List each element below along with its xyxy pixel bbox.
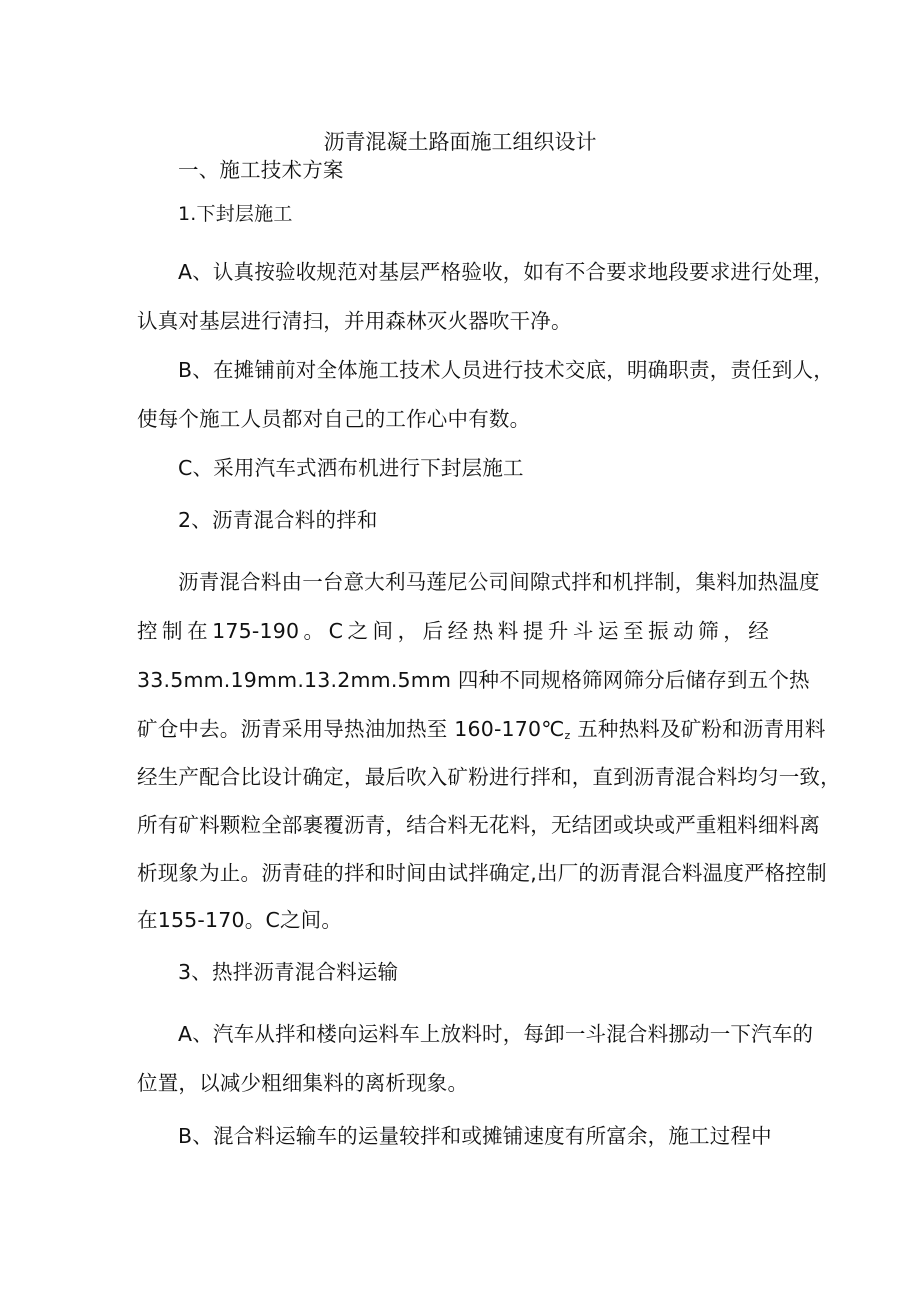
paragraph-mixing-line6: 所有矿料颗粒全部裹覆沥青，结合料无花料，无结团或块或严重粗料细料离: [137, 813, 821, 837]
document-title: 沥青混凝土路面施工组织设计: [323, 130, 597, 154]
paragraph-a3-line1: A、汽车从拌和楼向运料车上放料时，每卸一斗混合料挪动一下汽车的: [178, 1022, 814, 1046]
paragraph-mixing-line2: 控制在175-190。C之间，后经热料提升斗运至振动筛，经: [137, 619, 769, 643]
paragraph-a3-line2: 位置，以减少粗细集料的离析现象。: [137, 1071, 469, 1095]
subheading-transport: 3、热拌沥青混合料运输: [178, 960, 399, 984]
paragraph-b3-line1: B、混合料运输车的运量较拌和或摊铺速度有所富余，施工过程中: [178, 1124, 772, 1148]
paragraph-mixing-line3: 33.5mm.19mm.13.2mm.5mm 四种不同规格筛网筛分后储存到五个热: [137, 668, 810, 692]
paragraph-mixing-line4-subscript: z: [564, 729, 571, 742]
paragraph-mixing-line7: 析现象为止。沥青硅的拌和时间由试拌确定,出厂的沥青混合料温度严格控制: [137, 861, 827, 885]
paragraph-mixing-line4-part1: 矿仓中去。沥青采用导热油加热至 160-170℃: [137, 717, 565, 741]
paragraph-mixing-line4: [137, 715, 826, 750]
paragraph-b1-line1: B、在摊铺前对全体施工技术人员进行技术交底，明确职责，责任到人，: [178, 358, 834, 382]
paragraph-mixing-line4-part2: 五种热料及矿粉和沥青用料: [570, 717, 826, 741]
subheading-mixing: 2、沥青混合料的拌和: [178, 508, 378, 532]
paragraph-mixing-line8: 在155-170。C之间。: [137, 908, 343, 932]
heading-construction-plan: 一、施工技术方案: [178, 158, 344, 182]
paragraph-a1-line2: 认真对基层进行清扫，并用森林灭火器吹干净。: [137, 309, 572, 333]
paragraph-mixing-line5: 经生产配合比设计确定，最后吹入矿粉进行拌和，直到沥青混合料均匀一致，: [137, 765, 841, 789]
subheading-lower-seal: 1.下封层施工: [178, 203, 293, 225]
paragraph-b1-line2: 使每个施工人员都对自己的工作心中有数。: [137, 407, 531, 431]
paragraph-c1-line1: C、采用汽车式洒布机进行下封层施工: [178, 456, 524, 480]
paragraph-mixing-line1: 沥青混合料由一台意大利马莲尼公司间隙式拌和机拌制，集料加热温度: [178, 570, 820, 594]
paragraph-a1-line1: A、认真按验收规范对基层严格验收，如有不合要求地段要求进行处理，: [178, 260, 834, 284]
